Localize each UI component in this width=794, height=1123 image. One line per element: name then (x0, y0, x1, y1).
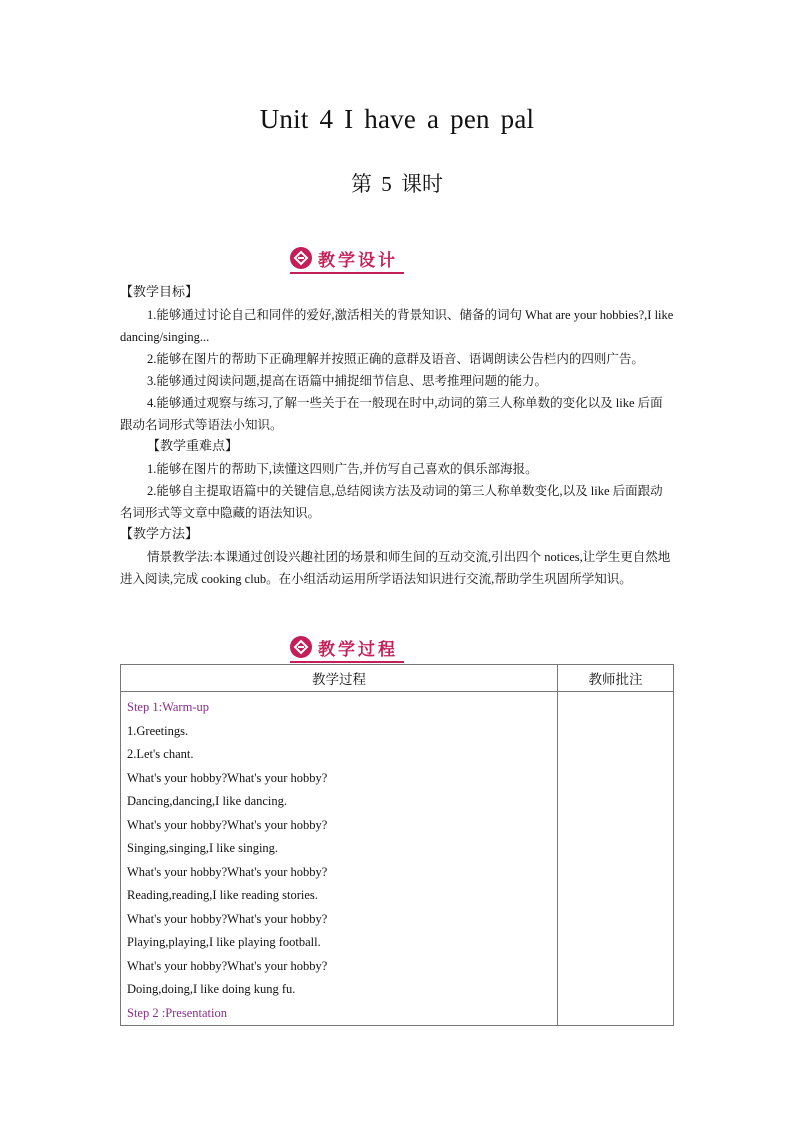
lesson-number: 第 5 课时 (351, 172, 443, 196)
objective-item: 3.能够通过阅读问题,提高在语篇中捕捉细节信息、思考推理问题的能力。 (147, 374, 548, 388)
banner-rule (290, 661, 404, 663)
process-line: What's your hobby?What's your hobby? (127, 958, 328, 973)
process-line: Reading,reading,I like reading stories. (127, 888, 318, 902)
methods-text: 情景教学法:本课通过创设兴趣社团的场景和师生间的互动交流,引出四个 notices,让学生更自然地进入阅读,完成 cooking club。在小组活动运用所学语法知识进行交流,帮助学生巩固所学知识。 (120, 550, 671, 586)
process-line: Dancing,dancing,I like dancing. (127, 794, 288, 808)
step-heading: Step 1:Warm-up (127, 700, 209, 714)
section-banner-process (290, 634, 398, 660)
process-line: Playing,playing,I like playing football. (127, 935, 321, 949)
process-line: What's your hobby?What's your hobby? (127, 817, 328, 832)
process-table (120, 664, 674, 1026)
notes-cell (558, 692, 674, 1026)
design-section (120, 282, 675, 590)
logo-icon (290, 636, 312, 658)
section-banner-design (290, 245, 398, 271)
banner-rule (290, 272, 404, 274)
key-point-item: 1.能够在图片的帮助下,读懂这四则广告,并仿写自己喜欢的俱乐部海报。 (147, 462, 538, 476)
objective-item: 2.能够在图片的帮助下正确理解并按照正确的意群及语音、语调朗读公告栏内的四则广告。 (147, 352, 644, 366)
key-points-heading: 【教学重难点】 (147, 439, 239, 454)
process-line: 2.Let's chant. (127, 747, 194, 761)
logo-icon (290, 247, 312, 269)
step-heading: Step 2 :Presentation (127, 1005, 227, 1020)
process-line: What's your hobby?What's your hobby? (127, 770, 328, 785)
objectives-heading: 【教学目标】 (120, 285, 199, 300)
objective-item: 1.能够通过讨论自己和同伴的爱好,激活相关的背景知识、储备的词句 What are your hobbies?,I like dancing/singing... (120, 308, 674, 344)
process-line: 1.Greetings. (127, 723, 189, 738)
key-point-item: 2.能够自主提取语篇中的关键信息,总结阅读方法及动词的第三人称单数变化,以及 like 后面跟动名词形式等文章中隐藏的语法知识。 (120, 484, 663, 520)
column-header-process: 教学过程 (121, 665, 558, 692)
process-line: What's your hobby?What's your hobby? (127, 864, 328, 879)
process-line: What's your hobby?What's your hobby? (127, 911, 328, 926)
banner-title: 教学设计 (318, 250, 398, 271)
objective-item: 4.能够通过观察与练习,了解一些关于在一般现在时中,动词的第三人称单数的变化以及 like 后面跟动名词形式等语法小知识。 (120, 396, 663, 432)
methods-heading: 【教学方法】 (120, 527, 199, 542)
process-cell (121, 692, 558, 1026)
column-header-notes: 教师批注 (558, 665, 674, 692)
process-line: Singing,singing,I like singing. (127, 841, 279, 855)
page-title: Unit 4 I have a pen pal (259, 104, 535, 134)
banner-title: 教学过程 (318, 639, 398, 660)
process-line: Doing,doing,I like doing kung fu. (127, 982, 296, 996)
